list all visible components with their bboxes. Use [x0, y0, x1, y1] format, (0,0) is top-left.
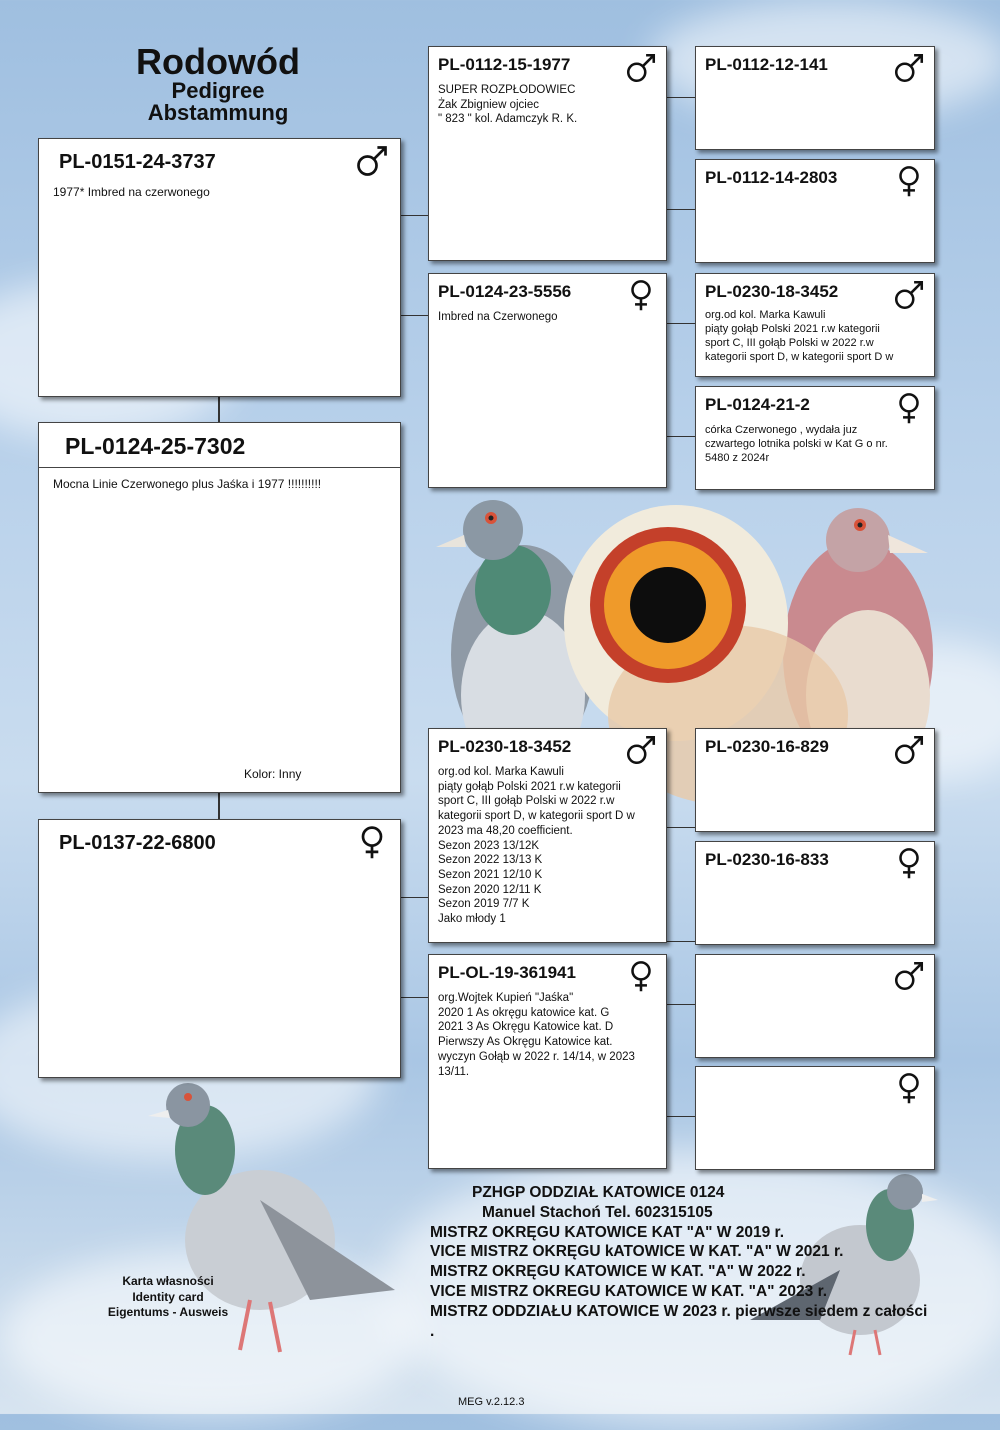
connector-line	[666, 1116, 696, 1117]
maternal-grandfather-card[interactable]	[428, 728, 667, 943]
connector-line	[400, 315, 430, 316]
achievement: MISTRZ ODDZIAŁU KATOWICE W 2023 r. pierwsze siedem z całości .	[430, 1302, 928, 1340]
great-grandparent-card[interactable]	[695, 386, 935, 490]
connector-line	[400, 897, 430, 898]
female-symbol-icon	[892, 391, 926, 425]
ring-number: PL-0124-21-2	[705, 395, 810, 414]
ring-number: PL-0112-14-2803	[705, 168, 838, 187]
bird-notes: córka Czerwonego , wydała juz czwartego lotnika polski w Kat G o nr. 5480 z 2024r	[705, 424, 888, 465]
bird-notes: SUPER ROZPŁODOWIEC Żak Zbigniew ojciec " 823 " kol. Adamczyk R. K.	[438, 84, 578, 126]
male-symbol-icon	[892, 278, 926, 312]
achievement: MISTRZ OKRĘGU KATOWICE KAT "A" W 2019 r.	[430, 1223, 785, 1241]
identity-card-label	[88, 1274, 248, 1321]
ring-number: PL-0230-18-3452	[705, 282, 839, 301]
title-polish: Rodowód	[136, 41, 300, 82]
ring-number: PL-0230-16-833	[705, 850, 829, 869]
connector-line	[666, 941, 696, 942]
female-symbol-icon	[354, 824, 390, 860]
achievement: VICE MISTRZ OKREGU KATOWICE W KAT. "A" 2023 r.	[430, 1283, 828, 1301]
great-grandparent-card[interactable]	[695, 1066, 935, 1170]
great-grandparent-card[interactable]	[695, 46, 935, 150]
bird-notes: org.od kol. Marka Kawuli piąty gołąb Polski 2021 r.w kategorii sport C, III gołąb Polski w 2022 r.w kategorii sport D, w kategorii sport D w	[705, 309, 894, 364]
idcard-german: Eigentums - Ausweis	[107, 1305, 229, 1320]
bird-notes: 1977* Imbred na czerwonego	[53, 185, 210, 199]
connector-line	[666, 323, 696, 324]
color-label: Kolor: Inny	[244, 767, 302, 781]
female-symbol-icon	[892, 164, 926, 198]
connector-line	[666, 97, 696, 98]
bird-notes: org.Wojtek Kupień "Jaśka" 2020 1 As okręgu katowice kat. G 2021 3 As Okręgu Katowice kat. D Pierwszy As Okręgu Katowice kat. wyczyn Gołąb w 2022 r. 14/14, w 2023 13/11.	[438, 992, 635, 1078]
ring-number: PL-0137-22-6800	[59, 832, 216, 854]
male-symbol-icon	[892, 51, 926, 85]
mother-card[interactable]	[38, 819, 401, 1078]
connector-line	[666, 436, 696, 437]
idcard-polish: Karta własności	[122, 1274, 214, 1288]
connector-line	[400, 215, 430, 216]
connector-line	[218, 792, 220, 820]
connector-line	[400, 997, 430, 998]
bird-notes: Imbred na Czerwonego	[438, 311, 558, 323]
ring-number: PL-0112-12-141	[705, 55, 828, 74]
male-symbol-icon	[624, 51, 658, 85]
male-symbol-icon	[892, 959, 926, 993]
female-symbol-icon	[624, 959, 658, 993]
connector-line	[666, 209, 696, 210]
maternal-grandmother-card[interactable]	[428, 954, 667, 1169]
great-grandparent-card[interactable]	[695, 273, 935, 377]
female-symbol-icon	[892, 846, 926, 880]
ring-number: PL-OL-19-361941	[438, 963, 576, 982]
subject-ring-number: PL-0124-25-7302	[65, 433, 246, 459]
connector-line	[666, 1004, 696, 1005]
male-symbol-icon	[892, 733, 926, 767]
female-symbol-icon	[624, 278, 658, 312]
great-grandparent-card[interactable]	[695, 954, 935, 1058]
ring-number: PL-0124-23-5556	[438, 282, 572, 301]
title-english: Pedigree	[171, 78, 265, 103]
title-german: Abstammung	[147, 100, 289, 125]
ring-number: PL-0151-24-3737	[59, 151, 216, 173]
bird-notes: org.od kol. Marka Kawuli piąty gołąb Polski 2021 r.w kategorii sport C, III gołąb Polski w 2022 r.w kategorii sport D, w kategorii sport D w 2023 ma 48,20 coefficient. Sezon 2023 13/12K Sezon 2022 13/13 K Sezon 2021 12/10 K Sezon 2020 12/11 K Sezon 2019 7/7 K Jako młody 1	[438, 766, 635, 926]
club-name: PZHGP ODDZIAŁ KATOWICE 0124	[472, 1184, 725, 1201]
male-symbol-icon	[354, 143, 390, 179]
great-grandparent-card[interactable]	[695, 159, 935, 263]
paternal-grandmother-card[interactable]	[428, 273, 667, 488]
father-card[interactable]	[38, 138, 401, 397]
idcard-english: Identity card	[132, 1289, 204, 1304]
version-label: MEG v.2.12.3	[458, 1396, 525, 1408]
subject-notes: Mocna Linie Czerwonego plus Jaśka i 1977 !!!!!!!!!!	[53, 477, 322, 491]
ring-number: PL-0230-18-3452	[438, 737, 572, 756]
achievement: MISTRZ OKRĘGU KATOWICE W KAT. "A" W 2022 r.	[430, 1263, 806, 1281]
connector-line	[666, 827, 696, 828]
ring-number: PL-0230-16-829	[705, 737, 829, 756]
great-grandparent-card[interactable]	[695, 841, 935, 945]
female-symbol-icon	[892, 1071, 926, 1105]
breeder-contact: Manuel Stachoń Tel. 602315105	[482, 1203, 713, 1221]
connector-line	[218, 396, 220, 422]
pedigree-title	[118, 41, 318, 125]
ring-number: PL-0112-15-1977	[438, 55, 571, 74]
subject-card[interactable]	[38, 422, 401, 793]
male-symbol-icon	[624, 733, 658, 767]
paternal-grandfather-card[interactable]	[428, 46, 667, 261]
achievement: VICE MISTRZ OKRĘGU kATOWICE W KAT. "A" W 2021 r.	[430, 1243, 844, 1261]
great-grandparent-card[interactable]	[695, 728, 935, 832]
breeder-info	[430, 1183, 930, 1342]
